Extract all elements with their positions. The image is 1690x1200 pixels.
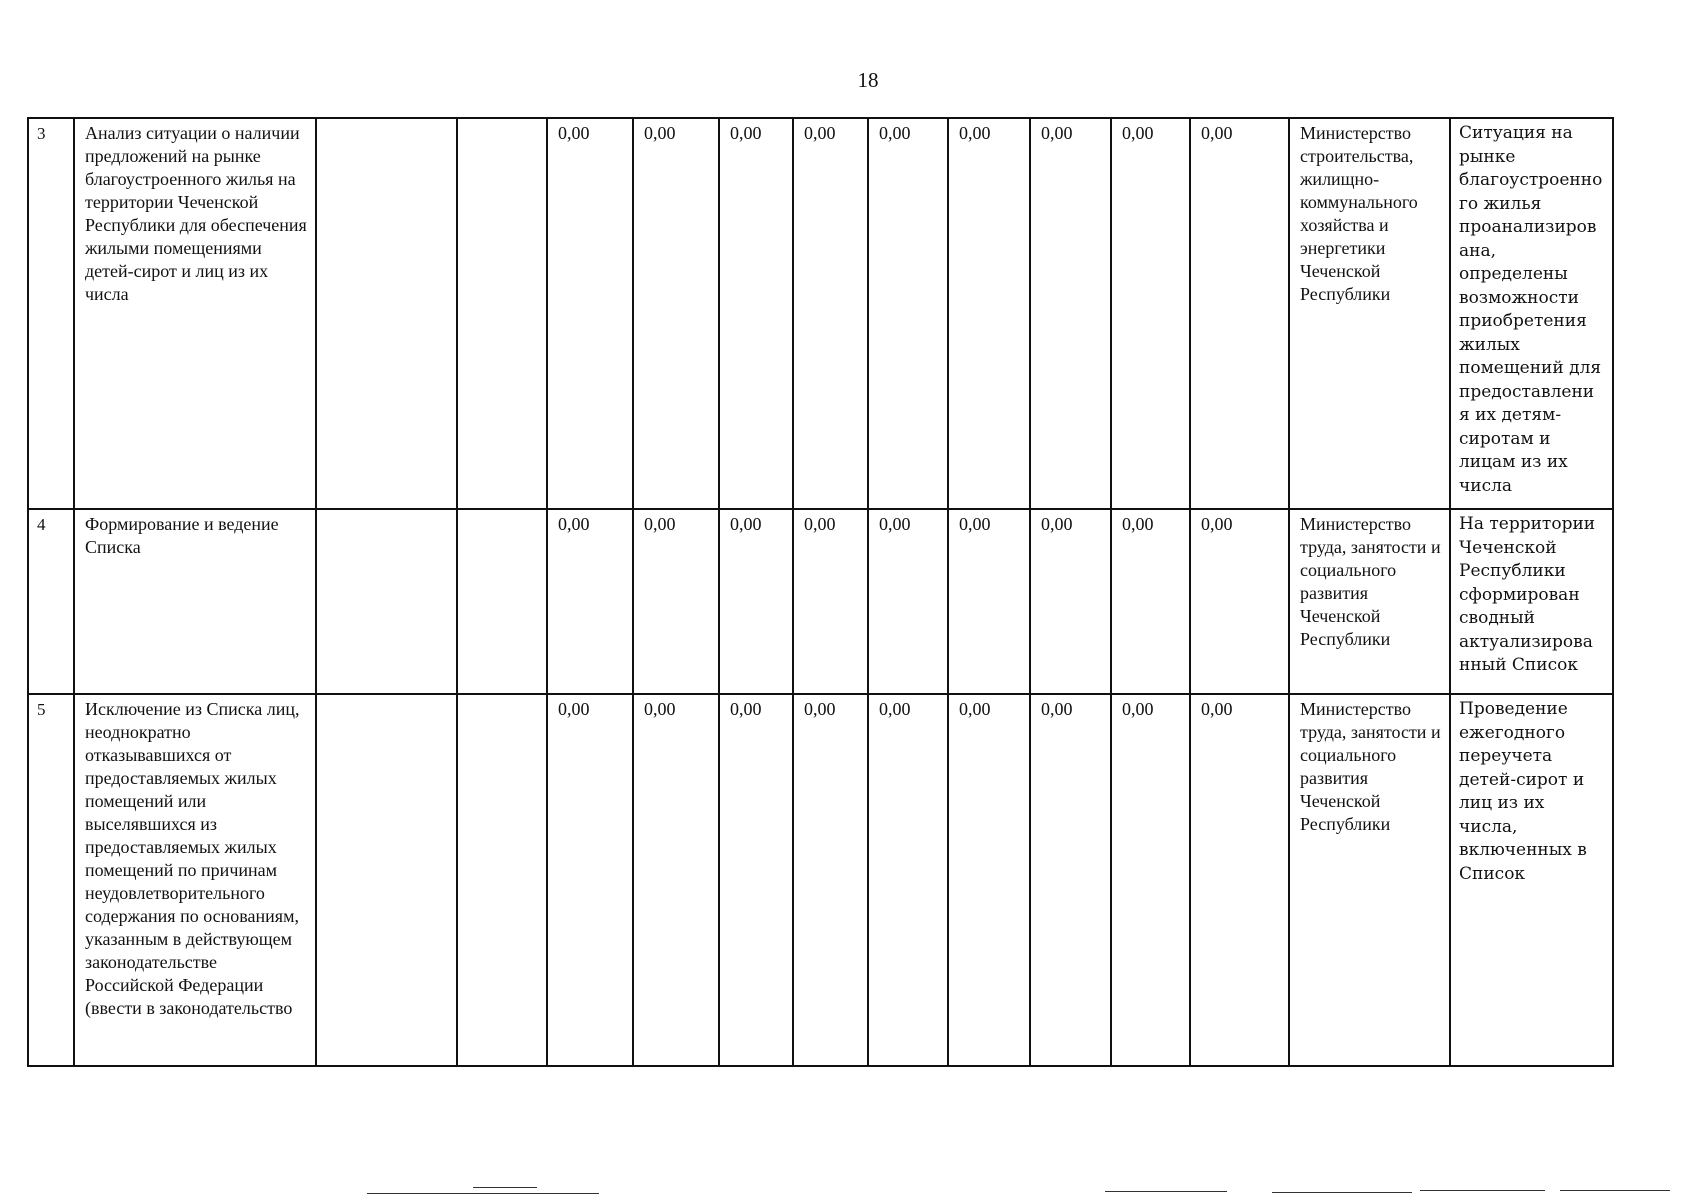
- activity-cell: [74, 118, 316, 509]
- table-row: [28, 509, 1613, 694]
- value-cell: 0,00: [1190, 694, 1289, 1066]
- value-cell: 0,00: [868, 694, 948, 1066]
- executor-text: Министерство труда, занятости и социального развития Чеченской Республики: [1300, 699, 1441, 834]
- result-cell: [1450, 509, 1613, 694]
- value-cell: 0,00: [547, 118, 633, 509]
- value-cell: 0,00: [868, 118, 948, 509]
- value-cell: 0,00: [1111, 509, 1190, 694]
- value-cell: 0,00: [1030, 118, 1111, 509]
- value-cell: 0,00: [1111, 694, 1190, 1066]
- result-text: На территории Чеченской Республики сформирован сводный актуализированный Список: [1459, 514, 1596, 675]
- value-cell: 0,00: [547, 509, 633, 694]
- row-number: 4: [28, 509, 74, 694]
- row-number: 5: [28, 694, 74, 1066]
- value-cell: 0,00: [793, 509, 868, 694]
- activity-text: Формирование и ведение Списка: [85, 514, 279, 557]
- page-number: 18: [857, 68, 879, 92]
- value-cell: 0,00: [719, 509, 793, 694]
- scan-line: [1560, 1190, 1670, 1191]
- value-cell: 0,00: [633, 509, 719, 694]
- scan-line: [367, 1193, 599, 1194]
- table-row: [28, 694, 1613, 1066]
- value-cell: 0,00: [1030, 694, 1111, 1066]
- empty-cell: [457, 694, 547, 1066]
- value-cell: 0,00: [719, 694, 793, 1066]
- result-cell: [1450, 694, 1613, 1066]
- activity-text: Анализ ситуации о наличии предложений на рынке благоустроенного жилья на территории Чеченской Республики для обеспечения жилыми помещениями детей-сирот и лиц из их числа: [85, 123, 307, 304]
- value-cell: 0,00: [1190, 509, 1289, 694]
- value-cell: 0,00: [793, 694, 868, 1066]
- value-cell: 0,00: [868, 509, 948, 694]
- row-number: 3: [28, 118, 74, 509]
- value-cell: 0,00: [1030, 509, 1111, 694]
- scan-line: [1420, 1190, 1545, 1191]
- table-row: [28, 118, 1613, 509]
- scan-line: [473, 1187, 537, 1188]
- result-cell: [1450, 118, 1613, 509]
- executor-text: Министерство строительства, жилищно-коммунального хозяйства и энергетики Чеченской Республики: [1300, 123, 1418, 304]
- activity-text: Исключение из Списка лиц, неоднократно отказывавшихся от предоставляемых жилых помещений или выселявшихся из предоставляемых жилых помещений по причинам неудовлетворительного содержания по основаниям, указанным в действующем законодательстве Российской Федерации (ввести в законодательство: [85, 699, 300, 1018]
- executor-cell: [1289, 694, 1450, 1066]
- result-text: Ситуация на рынке благоустроенного жилья проанализирована, определены возможности приобретения жилых помещений для предоставления их детям-сиротам и лицам из их числа: [1459, 123, 1603, 496]
- value-cell: 0,00: [547, 694, 633, 1066]
- executor-cell: [1289, 118, 1450, 509]
- executor-cell: [1289, 509, 1450, 694]
- empty-cell: [316, 118, 457, 509]
- scan-line: [1105, 1191, 1227, 1192]
- value-cell: 0,00: [793, 118, 868, 509]
- value-cell: 0,00: [719, 118, 793, 509]
- value-cell: 0,00: [948, 509, 1030, 694]
- activity-cell: [74, 694, 316, 1066]
- executor-text: Министерство труда, занятости и социального развития Чеченской Республики: [1300, 514, 1441, 649]
- empty-cell: [316, 694, 457, 1066]
- program-activities-table: [27, 117, 1614, 1067]
- empty-cell: [457, 118, 547, 509]
- activity-cell: [74, 509, 316, 694]
- result-text: Проведение ежегодного переучета детей-сирот и лиц из их числа, включенных в Список: [1459, 699, 1587, 884]
- value-cell: 0,00: [1190, 118, 1289, 509]
- empty-cell: [457, 509, 547, 694]
- scan-line: [1272, 1192, 1412, 1193]
- value-cell: 0,00: [948, 118, 1030, 509]
- value-cell: 0,00: [633, 694, 719, 1066]
- value-cell: 0,00: [633, 118, 719, 509]
- value-cell: 0,00: [948, 694, 1030, 1066]
- empty-cell: [316, 509, 457, 694]
- value-cell: 0,00: [1111, 118, 1190, 509]
